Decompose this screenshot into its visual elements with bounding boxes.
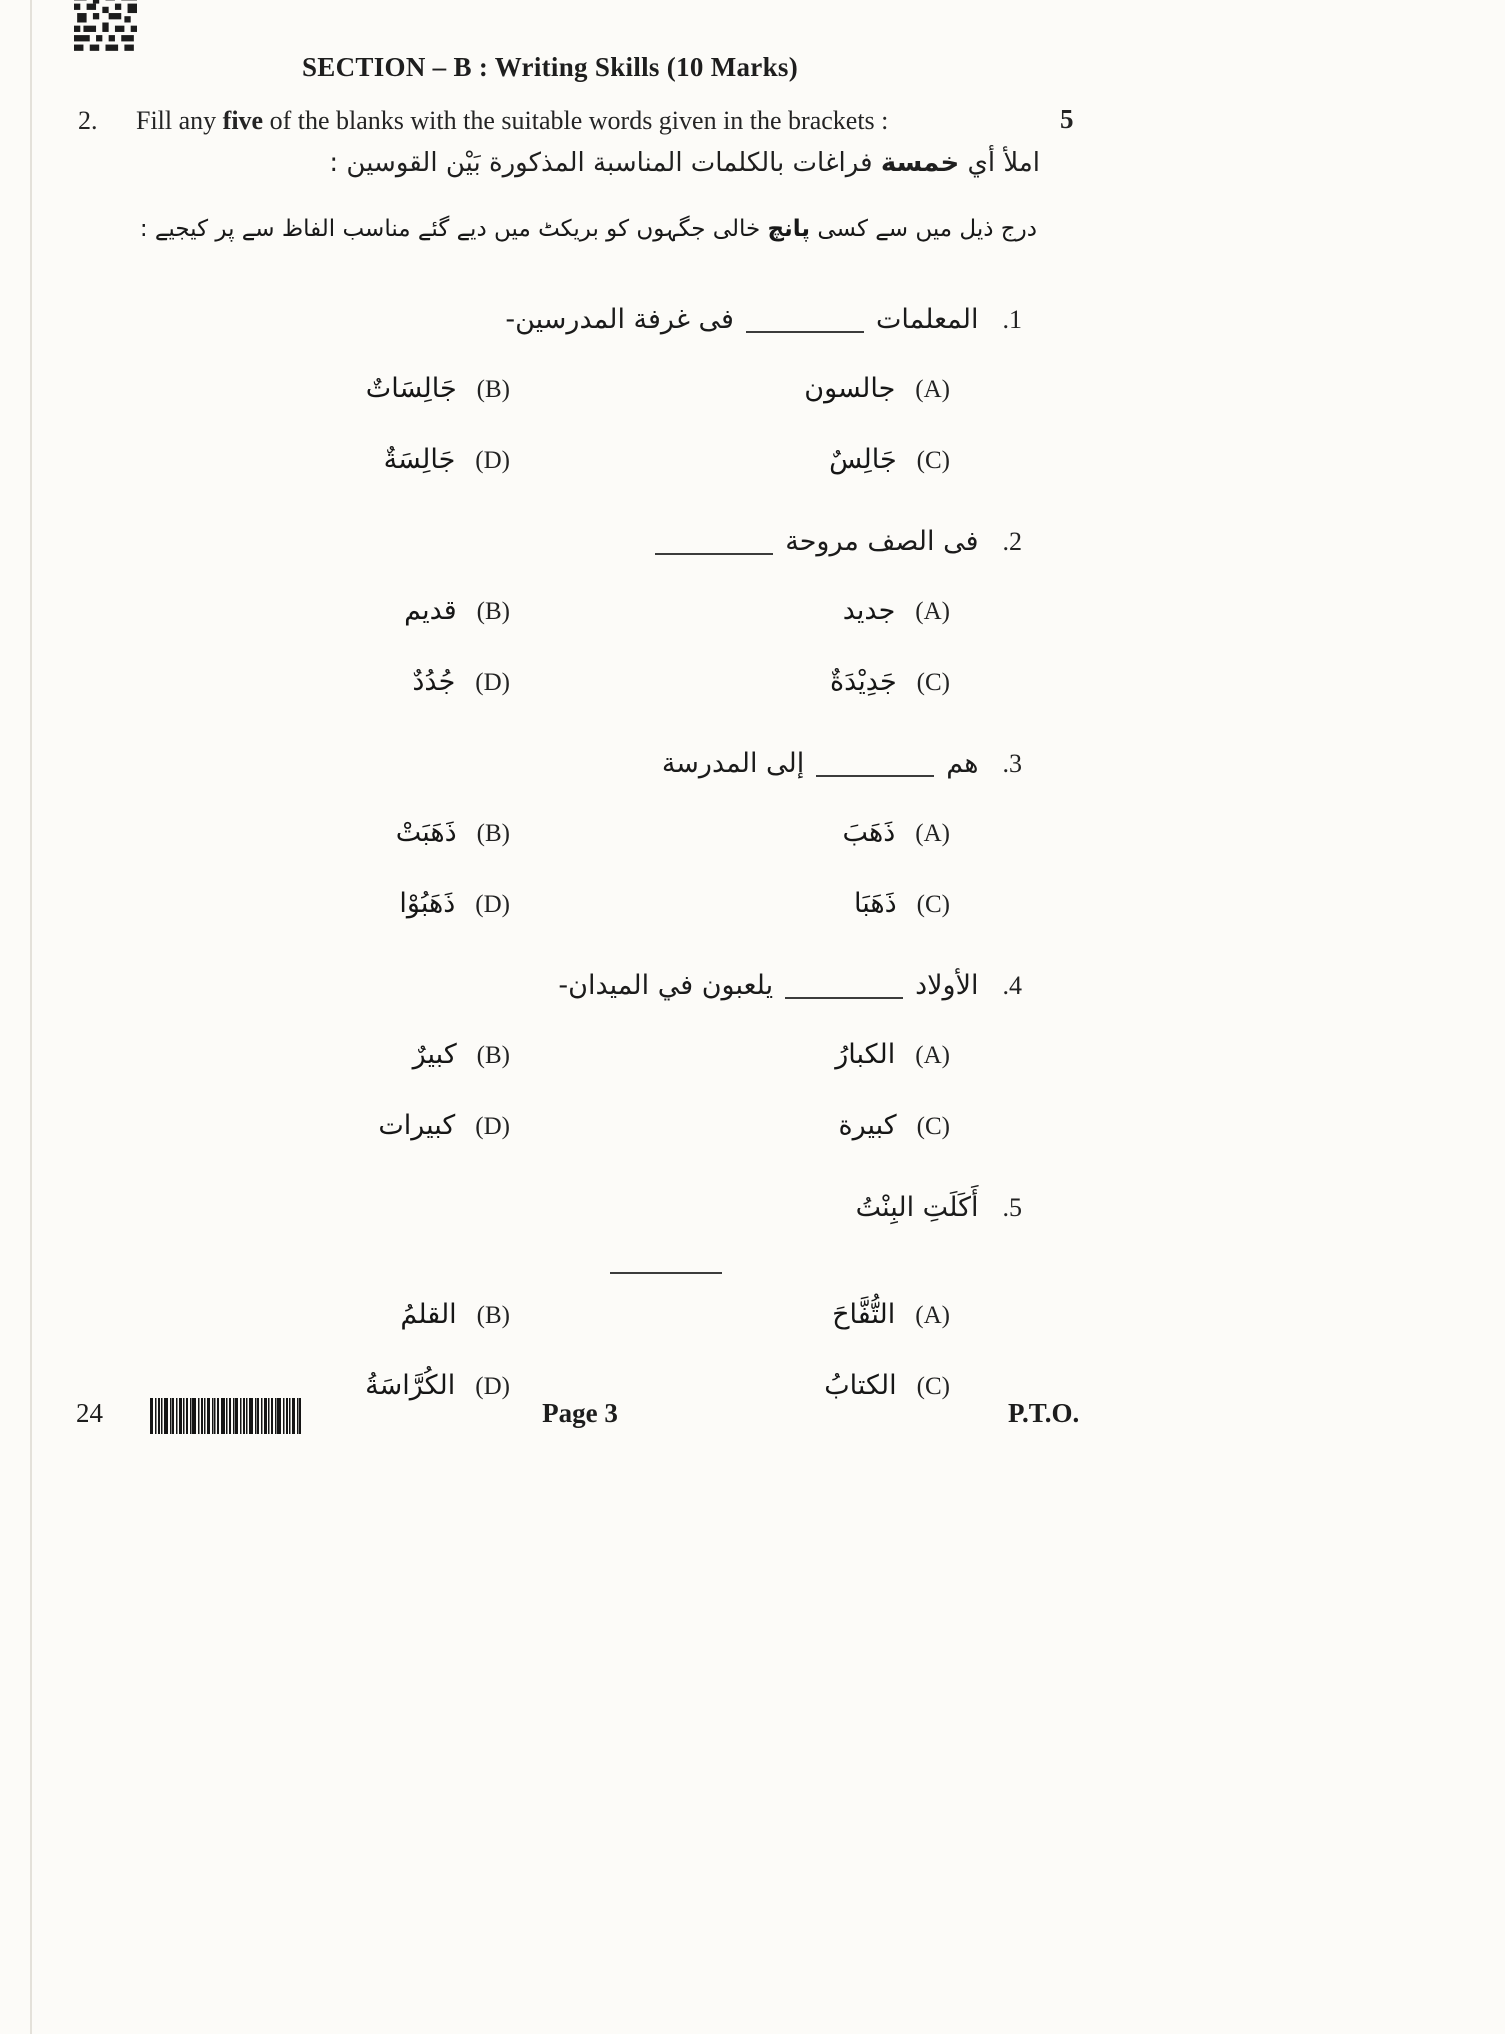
answer-blank (746, 307, 864, 333)
option-text: جَدِيْدَةٌ (829, 666, 897, 697)
option-letter: (C) (916, 1113, 950, 1140)
questions-list (0, 296, 1505, 1444)
question-text (558, 970, 978, 1001)
option-a (510, 1032, 950, 1079)
question-header (0, 518, 1505, 570)
question-text-before: أَكَلَتِ البِنْتُ (855, 1192, 979, 1223)
main-question-number: 2. (78, 106, 98, 135)
option-letter: (B) (476, 820, 510, 847)
options-grid (0, 366, 1505, 484)
question-text-before: هم (946, 748, 979, 779)
instruction-urdu-pre: درج ذیل میں سے کسی (810, 216, 1037, 242)
question-header (0, 1184, 1505, 1274)
question-block (0, 296, 1505, 484)
instruction-arabic-bold-word: خمسة (880, 148, 960, 178)
option-d (70, 1103, 510, 1150)
option-letter: (A) (915, 376, 950, 403)
option-b (70, 1292, 510, 1339)
option-d (70, 881, 510, 928)
question-text-after: يلعبون في الميدان- (558, 970, 774, 1001)
option-letter: (B) (476, 1042, 510, 1069)
option-b (70, 588, 510, 635)
instruction-urdu (140, 216, 1037, 242)
option-letter: (D) (475, 447, 510, 474)
option-letter: (A) (915, 598, 950, 625)
question-text (0, 1192, 1022, 1274)
option-text: الكتابُ (824, 1370, 897, 1401)
option-c (510, 437, 950, 484)
options-grid (0, 1032, 1505, 1150)
option-text: ذَهَبَا (854, 888, 897, 919)
answer-blank (610, 1236, 722, 1274)
prompt-bold-word: five (222, 106, 264, 135)
option-text: الكبارُ (835, 1039, 896, 1070)
question-text-before: المعلمات (875, 304, 979, 335)
qr-code-icon (74, 0, 137, 56)
question-text-after: فى غرفة المدرسين- (505, 304, 734, 335)
option-a (510, 366, 950, 413)
option-text: القلمُ (400, 1299, 457, 1330)
prompt-pre: Fill any (136, 106, 223, 135)
question-text-before: فى الصف مروحة (785, 526, 979, 557)
answer-blank (785, 973, 903, 999)
marks-value: 5 (1060, 104, 1074, 134)
instruction-arabic-post: فراغات بالكلمات المناسبة المذكورة بَيْن القوسين : (329, 148, 881, 178)
option-text: جَالِسَاتٌ (365, 373, 457, 404)
option-c (510, 881, 950, 928)
option-text: قديم (404, 595, 457, 626)
option-letter: (C) (916, 891, 950, 918)
option-text: جُدُدٌ (412, 666, 456, 697)
option-text: جَالِسٌ (829, 444, 897, 475)
question-text-after: إلى المدرسة (661, 748, 805, 779)
pto-label: P.T.O. (1008, 1398, 1080, 1428)
page-number: Page 3 (542, 1398, 618, 1428)
question-block (0, 518, 1505, 706)
instruction-arabic-pre: املأ أي (959, 148, 1040, 178)
option-text: ذَهَبَتْ (395, 817, 457, 848)
option-letter: (B) (476, 598, 510, 625)
option-text: التُّفَّاحَ (832, 1299, 896, 1330)
answer-blank (655, 529, 773, 555)
option-b (70, 810, 510, 857)
options-grid (0, 1292, 1505, 1410)
option-d (70, 437, 510, 484)
option-text: كبيرٌ (412, 1039, 457, 1070)
question-number: 5. (1002, 1193, 1022, 1222)
option-b (70, 366, 510, 413)
option-text: جديد (842, 595, 896, 626)
option-letter: (A) (915, 1042, 950, 1069)
main-question-prompt (136, 106, 888, 136)
option-letter: (D) (475, 1373, 510, 1400)
option-letter: (D) (475, 669, 510, 696)
section-title: SECTION – B : Writing Skills (10 Marks) (301, 52, 799, 82)
question-block (0, 740, 1505, 928)
option-text: الكُرَّاسَةُ (365, 1370, 456, 1401)
question-text (662, 748, 979, 779)
option-text: كبيرات (378, 1110, 456, 1141)
question-header (0, 962, 1505, 1014)
question-header (0, 740, 1505, 792)
option-b (70, 1032, 510, 1079)
question-block (0, 1184, 1505, 1410)
option-a (510, 588, 950, 635)
option-letter: (B) (476, 1302, 510, 1329)
question-text (505, 304, 978, 335)
option-text: ذَهَبَ (842, 817, 896, 848)
option-text: جَالِسَةٌ (383, 444, 456, 475)
option-letter: (D) (475, 1113, 510, 1140)
question-text-before: الأولاد (915, 970, 979, 1001)
option-letter: (B) (476, 376, 510, 403)
option-letter: (C) (916, 447, 950, 474)
prompt-post: of the blanks with the suitable words given in the brackets : (263, 106, 889, 135)
option-text: ذَهَبُوْا (399, 888, 456, 919)
question-number: 2. (1002, 527, 1022, 556)
question-number: 4. (1002, 971, 1022, 1000)
instruction-arabic (329, 148, 1040, 178)
paper-code: 24 (76, 1398, 103, 1428)
instruction-urdu-post: خالی جگہوں کو بریکٹ میں دیے گئے مناسب الفاظ سے پر کیجیے : (139, 216, 768, 242)
option-letter: (C) (916, 1373, 950, 1400)
option-letter: (D) (475, 891, 510, 918)
option-letter: (A) (915, 820, 950, 847)
option-text: جالسون (804, 373, 896, 404)
option-letter: (A) (915, 1302, 950, 1329)
option-c (510, 1103, 950, 1150)
question-header (0, 296, 1505, 348)
question-text (643, 526, 978, 557)
option-a (510, 1292, 950, 1339)
question-number: 3. (1002, 749, 1022, 778)
options-grid (0, 810, 1505, 928)
options-grid (0, 588, 1505, 706)
question-block (0, 962, 1505, 1150)
option-letter: (C) (916, 669, 950, 696)
question-number: 1. (1002, 305, 1022, 334)
option-a (510, 810, 950, 857)
instruction-urdu-bold-word: پانچ (767, 216, 811, 242)
answer-blank (816, 751, 934, 777)
option-text: كبيرة (838, 1110, 897, 1141)
option-c (510, 659, 950, 706)
option-d (70, 659, 510, 706)
